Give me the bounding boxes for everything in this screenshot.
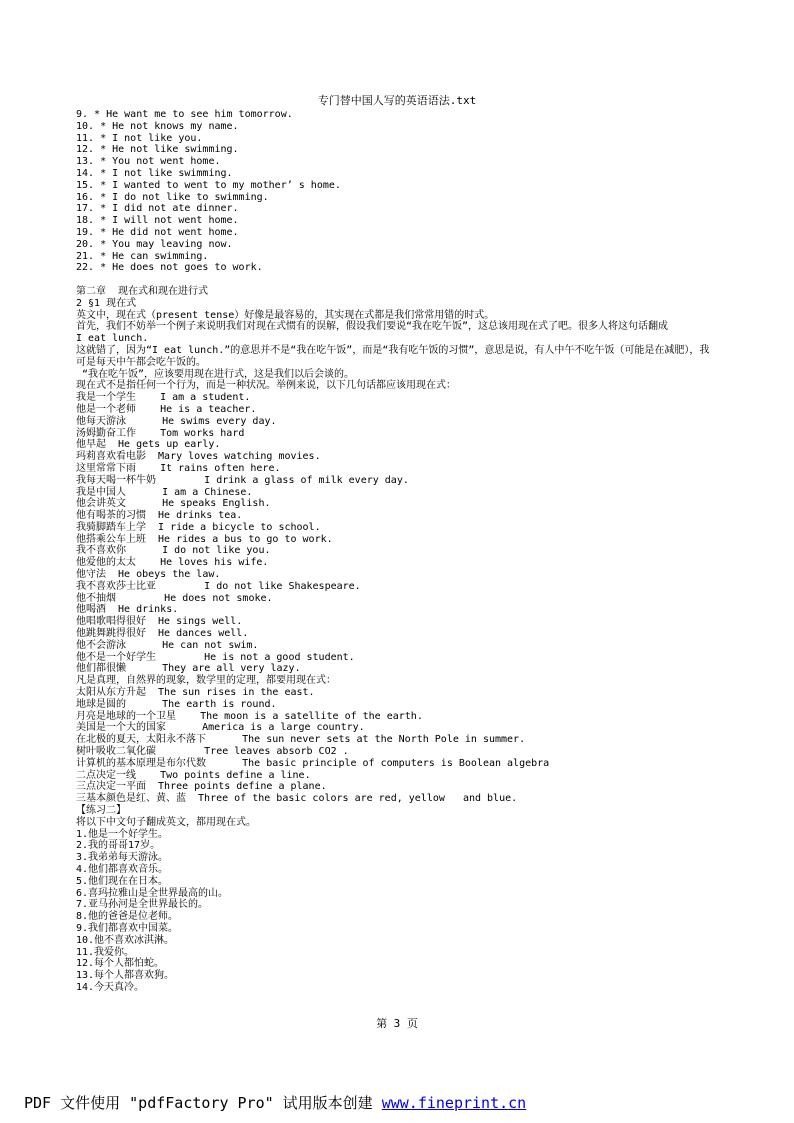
list-item: 树叶吸收二氧化碳 Tree leaves absorb CO2 . [76, 746, 349, 758]
list-item: 13.每个人都喜欢狗。 [76, 970, 175, 982]
list-item: 我是一个学生 I am a student. [76, 392, 251, 404]
list-item: 22. * He does not goes to work. [76, 262, 263, 274]
list-item: 12.每个人都怕蛇。 [76, 958, 165, 970]
list-item: 14.今天真冷。 [76, 981, 145, 993]
list-item: 17. * I did not ate dinner. [76, 203, 239, 215]
list-item: 3.我弟弟每天游泳。 [76, 852, 169, 864]
list-item: 14. * I not like swimming. [76, 167, 233, 179]
list-item: 我是中国人 I am a Chinese. [76, 486, 253, 498]
document-body [76, 109, 716, 994]
explanation-paragraph-1: 这就错了，因为“I eat lunch.”的意思并不是“我在吃午饭”，而是“我有吃午饭的习惯”，意思是说，有人中午不吃午饭（可能是在减肥），我可是每天中午都会吃午饭的。 [76, 344, 710, 368]
list-item: 我不喜欢你 I do not like you. [76, 545, 271, 557]
list-item: 20. * You may leaving now. [76, 238, 233, 250]
list-item: 12. * He not like swimming. [76, 144, 239, 156]
explanation-paragraph-3: 现在式不是指任何一个行为，而是一种状况。举例来说，以下几句话都应该用现在式： [76, 380, 456, 392]
list-item: 6.喜玛拉雅山是全世界最高的山。 [76, 887, 229, 899]
list-item: 1.他是一个好学生。 [76, 828, 169, 840]
list-item: 月亮是地球的一个卫星 The moon is a satellite of the earth. [76, 710, 423, 722]
list-item: 他唱歌唱得很好 He sings well. [76, 616, 243, 628]
present-tense-examples-list [76, 392, 716, 994]
list-item: 11. * I not like you. [76, 132, 203, 144]
list-item: 5.他们现在在日本。 [76, 875, 169, 887]
list-item: 7.亚马孙河是全世界最长的。 [76, 899, 209, 911]
list-item: 21. * He can swimming. [76, 250, 209, 262]
list-item: 他有喝茶的习惯 He drinks tea. [76, 510, 243, 522]
list-item: 10.他不喜欢冰淇淋。 [76, 934, 175, 946]
list-item: 10. * He not knows my name. [76, 120, 239, 132]
list-item: 三基本颜色是红、黄、蓝 Three of the basic colors are red, yellow and blue. [76, 793, 518, 805]
list-item: 15. * I wanted to went to my mother’ s home. [76, 179, 341, 191]
chapter-title: 第二章 现在式和现在进行式 [76, 285, 209, 297]
list-item: 他跳舞跳得很好 He dances well. [76, 628, 249, 640]
list-item: 计算机的基本原理是布尔代数 The basic principle of computers is Boolean algebra [76, 757, 550, 769]
list-item: 我不喜欢莎士比亚 I do not like Shakespeare. [76, 580, 361, 592]
list-item: 13. * You not went home. [76, 156, 221, 168]
list-item: 他不会游泳 He can not swim. [76, 639, 259, 651]
list-item: 玛莉喜欢看电影 Mary loves watching movies. [76, 451, 321, 463]
list-item: 他喝酒 He drinks. [76, 604, 179, 616]
intro-paragraph-1: 英文中，现在式（present tense）好像是最容易的，其实现在式都是我们常常用错的时式。 [76, 309, 495, 321]
error-examples-list [76, 109, 716, 274]
blank-line [76, 274, 716, 286]
list-item: 凡是真理，自然界的现象，数学里的定理，都要用现在式： [76, 675, 336, 687]
list-item: 三点决定一平面 Three points define a plane. [76, 781, 327, 793]
list-item: 美国是一个大的国家 America is a large country. [76, 722, 365, 734]
footer-text: PDF 文件使用 "pdfFactory Pro" 试用版本创建 [24, 1094, 382, 1112]
list-item: 我骑脚踏车上学 I ride a bicycle to school. [76, 521, 321, 533]
list-item: 地球是圆的 The earth is round. [76, 698, 277, 710]
list-item: 太阳从东方升起 The sun rises in the east. [76, 687, 315, 699]
list-item: 二点决定一线 Two points define a line. [76, 769, 311, 781]
list-item: 18. * I will not went home. [76, 215, 239, 227]
list-item: 19. * He did not went home. [76, 226, 239, 238]
list-item: 他不抽烟 He does not smoke. [76, 592, 273, 604]
list-item: 我每天喝一杯牛奶 I drink a glass of milk every day. [76, 474, 409, 486]
list-item: 他早起 He gets up early. [76, 439, 221, 451]
list-item: 4.他们都喜欢音乐。 [76, 864, 169, 875]
list-item: 他是一个老师 He is a teacher. [76, 403, 257, 415]
footer-link[interactable]: www.fineprint.cn [381, 1094, 527, 1112]
list-item: 【练习二】 [76, 805, 126, 817]
example-sentence: I eat lunch. [76, 333, 149, 345]
list-item: 16. * I do not like to swimming. [76, 191, 269, 203]
explanation-paragraph-2: “我在吃午饭”，应该要用现在进行式，这是我们以后会谈的。 [76, 368, 355, 380]
list-item: 将以下中文句子翻成英文，都用现在式。 [76, 816, 256, 828]
list-item: 他爱他的太太 He loves his wife. [76, 557, 269, 569]
list-item: 9.我们都喜欢中国菜。 [76, 922, 179, 934]
list-item: 在北极的夏天，太阳永不落下 The sun never sets at the North Pole in summer. [76, 734, 526, 746]
section-title: 2 §1 现在式 [76, 297, 137, 309]
page-header-title: 专门替中国人写的英语语法.txt [317, 94, 477, 107]
intro-paragraph-2: 首先，我们不妨举一个例子来说明我们对现在式惯有的误解，假设我们要说“我在吃午饭”，这总该用现在式了吧。很多人将这句话翻成 [76, 321, 669, 333]
list-item: 他每天游泳 He swims every day. [76, 415, 277, 427]
list-item: 汤姆勤奋工作 Tom works hard [76, 427, 245, 439]
list-item: 他守法 He obeys the law. [76, 569, 221, 581]
list-item: 9. * He want me to see him tomorrow. [76, 109, 293, 120]
list-item: 他搭乘公车上班 He rides a bus to go to work. [76, 533, 333, 545]
list-item: 8.他的爸爸是位老师。 [76, 911, 179, 923]
list-item: 他们都很懒 They are all very lazy. [76, 663, 301, 675]
pdf-footer [24, 1093, 526, 1113]
list-item: 他不是一个好学生 He is not a good student. [76, 651, 355, 663]
page-number: 第 3 页 [376, 1017, 418, 1030]
list-item: 他会讲英文 He speaks English. [76, 498, 271, 510]
list-item: 这里常常下雨 It rains often here. [76, 462, 281, 474]
list-item: 11.我爱你。 [76, 946, 135, 958]
list-item: 2.我的哥哥17岁。 [76, 840, 161, 852]
